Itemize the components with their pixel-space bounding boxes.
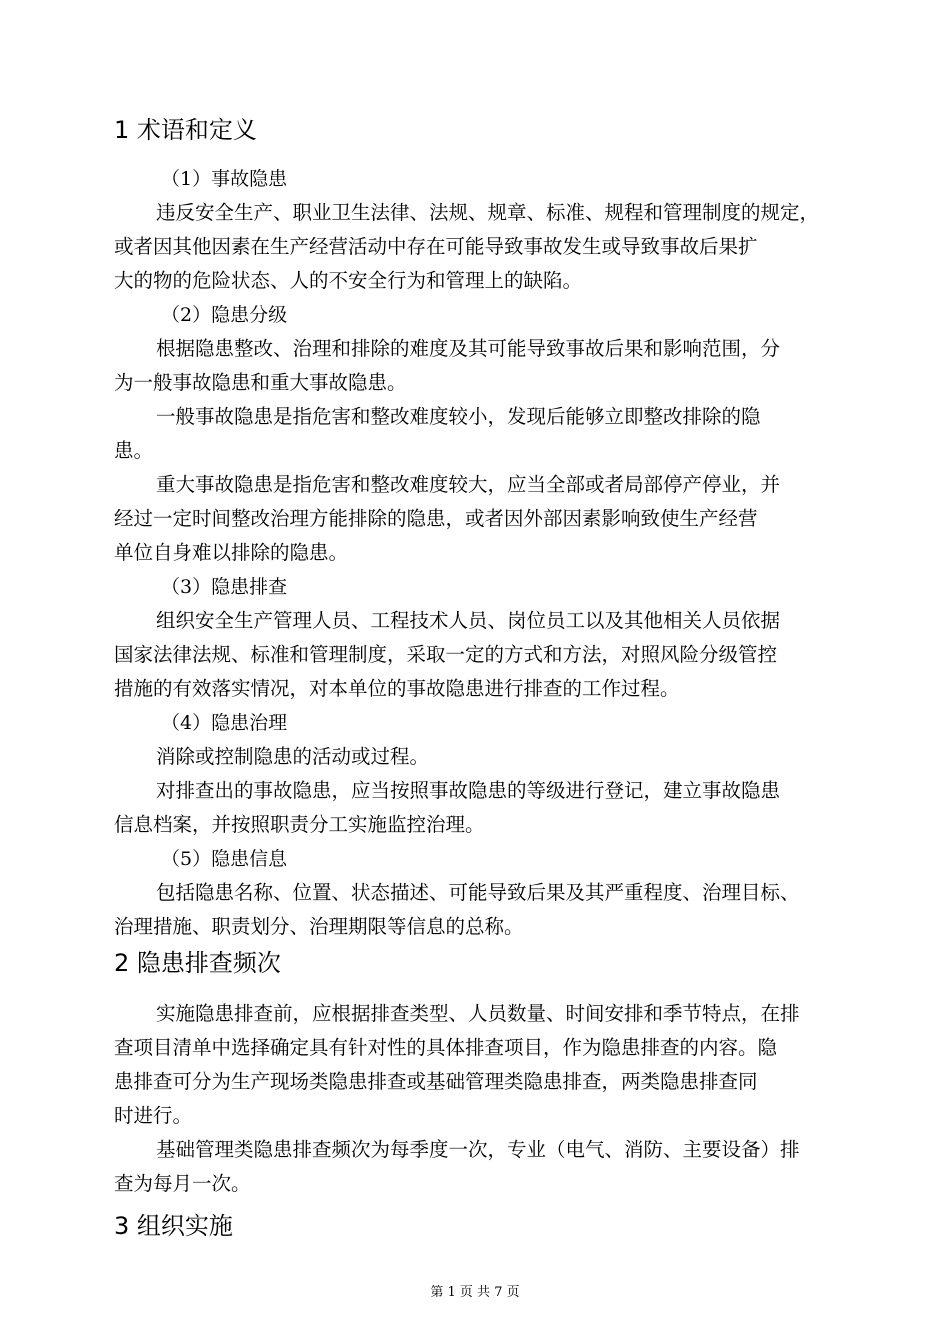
text-line: 包括隐患名称、位置、状态描述、可能导致后果及其严重程度、治理目标、 — [156, 881, 800, 904]
text-line: 患排查可分为生产现场类隐患排查或基础管理类隐患排查，两类隐患排查同 — [114, 1070, 758, 1093]
text-line: 时进行。 — [114, 1104, 193, 1127]
section-1-title: 1 术语和定义 — [114, 116, 257, 144]
text-line: 治理措施、职责划分、治理期限等信息的总称。 — [114, 915, 524, 938]
frequency-paragraph-2 — [114, 1133, 866, 1201]
text-line: 实施隐患排查前，应根据排查类型、人员数量、时间安排和季节特点，在排 — [156, 1002, 800, 1025]
term-3-heading: （3）隐患排查 — [161, 576, 288, 598]
section-2-body — [114, 997, 866, 1201]
term-1-definition — [114, 196, 866, 298]
text-line: 或者因其他因素在生产经营活动中存在可能导致事故发生或导致事故后果扩 — [114, 235, 758, 258]
section-2-heading-block — [114, 948, 866, 978]
section-1-heading-block — [114, 115, 866, 145]
term-2-heading: （2）隐患分级 — [161, 304, 288, 326]
text-line: 一般事故隐患是指危害和整改难度较小，发现后能够立即整改排除的隐 — [156, 405, 761, 428]
text-line: 患。 — [114, 439, 154, 462]
term-5-definition — [114, 876, 866, 944]
frequency-paragraph-1 — [114, 997, 866, 1133]
text-line: 经过一定时间整改治理方能排除的隐患，或者因外部因素影响致使生产经营 — [114, 507, 758, 530]
text-line: 措施的有效落实情况，对本单位的事故隐患进行排查的工作过程。 — [114, 677, 680, 700]
text-line: 国家法律法规、标准和管理制度，采取一定的方式和方法，对照风险分级管控 — [114, 643, 778, 666]
section-2-title: 2 隐患排查频次 — [114, 949, 281, 977]
term-2-paragraph-1 — [114, 332, 866, 400]
text-line: 信息档案，并按照职责分工实施监控治理。 — [114, 813, 485, 836]
term-2-paragraph-3 — [114, 468, 866, 570]
page-number-footer: 第 1 页 共 7 页 — [430, 1285, 520, 1300]
text-line: 对排查出的事故隐患，应当按照事故隐患的等级进行登记，建立事故隐患 — [156, 779, 781, 802]
text-line: 大的物的危险状态、人的不安全行为和管理上的缺陷。 — [114, 269, 583, 292]
text-line: 消除或控制隐患的活动或过程。 — [156, 745, 430, 768]
text-line: 基础管理类隐患排查频次为每季度一次，专业（电气、消防、主要设备）排 — [156, 1138, 800, 1161]
term-1-block — [114, 162, 866, 944]
term-4-paragraph-2 — [114, 774, 866, 842]
text-line: 组织安全生产管理人员、工程技术人员、岗位员工以及其他相关人员依据 — [156, 609, 781, 632]
term-2-paragraph-2 — [114, 400, 866, 468]
section-3-title: 3 组织实施 — [114, 1212, 233, 1240]
term-5-heading: （5）隐患信息 — [161, 848, 288, 870]
term-4-heading: （4）隐患治理 — [161, 712, 288, 734]
text-line: 重大事故隐患是指危害和整改难度较大，应当全部或者局部停产停业，并 — [156, 473, 781, 496]
text-line: 为一般事故隐患和重大事故隐患。 — [114, 371, 407, 394]
text-line: 根据隐患整改、治理和排除的难度及其可能导致事故后果和影响范围，分 — [156, 337, 781, 360]
term-4-paragraph-1 — [114, 740, 866, 774]
text-line: 查为每月一次。 — [114, 1172, 251, 1195]
term-1-heading: （1）事故隐患 — [161, 168, 288, 190]
text-line: 查项目清单中选择确定具有针对性的具体排查项目，作为隐患排查的内容。隐 — [114, 1036, 778, 1059]
text-line: 单位自身难以排除的隐患。 — [114, 541, 349, 564]
term-3-definition — [114, 604, 866, 706]
text-line: 违反安全生产、职业卫生法律、法规、规章、标准、规程和管理制度的规定， — [156, 201, 820, 224]
section-3-heading-block — [114, 1211, 866, 1241]
